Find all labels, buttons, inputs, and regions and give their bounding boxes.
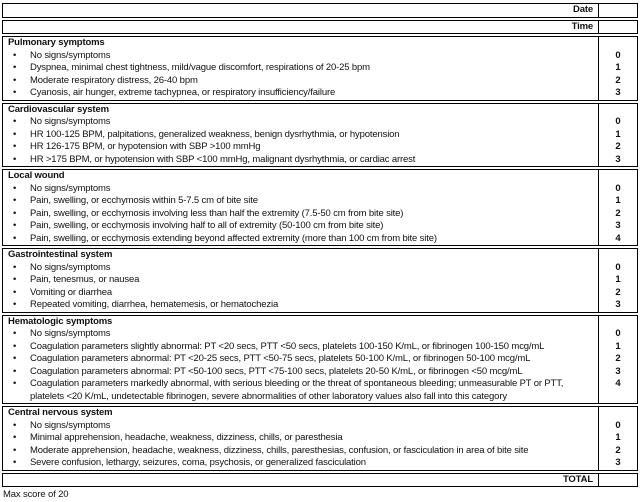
criterion-cell xyxy=(3,378,598,403)
bullet-icon xyxy=(3,208,30,221)
section-title-score-cell xyxy=(598,170,637,183)
section-title: Central nervous system xyxy=(8,407,113,418)
section-pulmonary xyxy=(2,36,638,101)
section-title-score-cell xyxy=(598,316,637,329)
score-table xyxy=(2,3,638,487)
criterion-score: 4 xyxy=(598,378,637,403)
criterion-text: Repeated vomiting, diarrhea, hematemesis, or hematochezia xyxy=(30,299,279,310)
criterion-text: Pain, swelling, or ecchymosis involving less than half the extremity (7.5-50 cm from bite site) xyxy=(30,207,404,219)
criterion-score: 1 xyxy=(598,62,637,75)
criterion-row xyxy=(3,87,637,100)
criterion-row xyxy=(3,262,637,275)
criterion-text: Coagulation parameters abnormal: PT <50-100 secs, PTT <75-100 secs, platelets 20-50 K/mL, or fibrinogen <50 mcg/mL xyxy=(30,365,523,377)
section-header-line xyxy=(3,249,637,262)
criterion-score: 0 xyxy=(598,183,637,196)
criterion-text: Pain, swelling, or ecchymosis involving half to all of extremity (50-100 cm from bite site) xyxy=(30,220,384,231)
criterion-cell xyxy=(3,353,598,366)
criterion-cell xyxy=(3,457,598,470)
criterion-text: Moderate respiratory distress, 26-40 bpm xyxy=(30,74,198,86)
criterion-text: HR 126-175 BPM, or hypotension with SBP >100 mmHg xyxy=(30,141,261,152)
criterion-cell xyxy=(3,366,598,379)
criterion-score: 2 xyxy=(598,141,637,154)
criterion-row xyxy=(3,445,637,458)
section-header-line xyxy=(3,37,637,50)
criterion-row xyxy=(3,50,637,63)
criterion-row xyxy=(3,141,637,154)
criterion-score: 2 xyxy=(598,445,637,458)
criterion-row xyxy=(3,116,637,129)
criterion-score: 3 xyxy=(598,154,637,167)
criterion-score: 3 xyxy=(598,457,637,470)
criterion-row xyxy=(3,287,637,300)
criterion-score: 0 xyxy=(598,116,637,129)
bullet-icon xyxy=(3,445,30,458)
section-title-score-cell xyxy=(598,249,637,262)
criterion-score: 2 xyxy=(598,75,637,88)
criterion-cell xyxy=(3,328,598,341)
criterion-score: 3 xyxy=(598,366,637,379)
section-hematologic xyxy=(2,315,638,405)
criterion-cell xyxy=(3,233,598,246)
section-cardiovascular xyxy=(2,103,638,168)
bullet-icon xyxy=(3,87,30,100)
bullet-icon xyxy=(3,116,30,129)
criterion-score: 0 xyxy=(598,50,637,63)
criterion-row xyxy=(3,220,637,233)
criterion-row xyxy=(3,62,637,75)
criterion-text: No signs/symptoms xyxy=(30,419,111,431)
bullet-icon xyxy=(3,154,30,167)
section-title: Pulmonary symptoms xyxy=(8,37,105,48)
criterion-text: No signs/symptoms xyxy=(30,261,111,273)
criterion-score: 1 xyxy=(598,129,637,142)
criterion-text: Coagulation parameters abnormal: PT <20-25 secs, PTT <50-75 secs, platelets 50-100 K/mL, or fibrinogen 50-100 mcg/mL xyxy=(30,353,531,364)
criterion-text: Dyspnea, minimal chest tightness, mild/vague discomfort, respirations of 20-25 bpm xyxy=(30,62,370,73)
bullet-icon xyxy=(3,129,30,142)
criterion-cell xyxy=(3,154,598,167)
criterion-cell xyxy=(3,62,598,75)
total-value-cell xyxy=(598,474,637,487)
date-value-cell xyxy=(598,4,637,17)
criterion-text: HR 100-125 BPM, palpitations, generalized weakness, benign dysrhythmia, or hypotension xyxy=(30,128,400,140)
bullet-icon xyxy=(3,262,30,275)
criterion-score: 0 xyxy=(598,262,637,275)
criterion-cell xyxy=(3,50,598,63)
criterion-cell xyxy=(3,262,598,275)
criterion-cell xyxy=(3,183,598,196)
criterion-cell xyxy=(3,208,598,221)
criterion-cell xyxy=(3,341,598,354)
criterion-cell xyxy=(3,129,598,142)
criterion-cell xyxy=(3,287,598,300)
criterion-score: 3 xyxy=(598,220,637,233)
section-header-line xyxy=(3,407,637,420)
bullet-icon xyxy=(3,62,30,75)
bullet-icon xyxy=(3,432,30,445)
bullet-icon xyxy=(3,287,30,300)
criterion-score: 0 xyxy=(598,420,637,433)
criterion-row xyxy=(3,457,637,470)
total-label: TOTAL xyxy=(562,473,593,485)
bullet-icon xyxy=(3,366,30,379)
criterion-score: 1 xyxy=(598,432,637,445)
section-title-score-cell xyxy=(598,407,637,420)
total-row xyxy=(2,473,638,488)
criterion-cell xyxy=(3,141,598,154)
criterion-cell xyxy=(3,116,598,129)
criterion-cell xyxy=(3,420,598,433)
criterion-score: 4 xyxy=(598,233,637,246)
criterion-row xyxy=(3,353,637,366)
time-value-cell xyxy=(598,21,637,34)
criterion-score: 3 xyxy=(598,87,637,100)
criterion-text: HR >175 BPM, or hypotension with SBP <100 mmHg, malignant dysrhythmia, or cardiac arrest xyxy=(30,153,416,165)
time-row xyxy=(2,20,638,35)
criterion-row xyxy=(3,154,637,167)
criterion-text: Pain, tenesmus, or nausea xyxy=(30,274,140,285)
criterion-cell xyxy=(3,299,598,312)
section-title: Local wound xyxy=(8,170,65,181)
criterion-text: No signs/symptoms xyxy=(30,116,111,127)
section-cns xyxy=(2,406,638,471)
bullet-icon xyxy=(3,233,30,246)
bullet-icon xyxy=(3,274,30,287)
bullet-icon xyxy=(3,457,30,470)
criterion-cell xyxy=(3,75,598,88)
criterion-row xyxy=(3,195,637,208)
criterion-score: 1 xyxy=(598,195,637,208)
section-title-score-cell xyxy=(598,37,637,50)
criterion-cell xyxy=(3,432,598,445)
criterion-score: 1 xyxy=(598,341,637,354)
bullet-icon xyxy=(3,378,30,391)
criterion-cell xyxy=(3,274,598,287)
bullet-icon xyxy=(3,328,30,341)
criterion-text: Pain, swelling, or ecchymosis extending beyond affected extremity (more than 100 cm from bite site) xyxy=(30,232,437,244)
criterion-cell xyxy=(3,87,598,100)
criterion-cell xyxy=(3,445,598,458)
bullet-icon xyxy=(3,299,30,312)
max-score-note: Max score of 20 xyxy=(3,489,69,500)
criterion-text: Pain, swelling, or ecchymosis within 5-7.5 cm of bite site xyxy=(30,195,258,206)
criterion-score: 0 xyxy=(598,328,637,341)
bullet-icon xyxy=(3,420,30,433)
criterion-row xyxy=(3,328,637,341)
criterion-cell xyxy=(3,195,598,208)
criterion-row xyxy=(3,75,637,88)
criterion-text: Severe confusion, lethargy, seizures, coma, psychosis, or generalized fasciculation xyxy=(30,457,366,468)
section-header-line xyxy=(3,316,637,329)
criterion-text: Minimal apprehension, headache, weakness, dizziness, chills, or paresthesia xyxy=(30,432,343,443)
time-label: Time xyxy=(571,20,593,32)
criterion-row xyxy=(3,341,637,354)
time-line xyxy=(3,21,637,34)
criterion-cell xyxy=(3,220,598,233)
criterion-text: Vomiting or diarrhea xyxy=(30,286,113,298)
section-header-line xyxy=(3,170,637,183)
bullet-icon xyxy=(3,183,30,196)
criterion-row xyxy=(3,366,637,379)
criterion-row xyxy=(3,183,637,196)
criterion-row xyxy=(3,378,637,403)
section-title: Gastrointestinal system xyxy=(8,249,113,260)
criterion-text: Cyanosis, air hunger, extreme tachypnea, or respiratory insufficiency/failure xyxy=(30,87,336,98)
criterion-row xyxy=(3,129,637,142)
criterion-row xyxy=(3,208,637,221)
criterion-text: Coagulation parameters markedly abnormal, with serious bleeding or the threat of spontaneous bleeding; unmeasurable PT or PTT, platelets <20 K/mL, undetectable fibrinogen, severe abnormalities of other laboratory values also fall into this category xyxy=(30,378,564,402)
section-local-wound xyxy=(2,169,638,246)
criterion-text: Moderate apprehension, headache, weakness, dizziness, chills, paresthesias, confusion, or fasciculation in area of bite site xyxy=(30,444,529,456)
date-label: Date xyxy=(573,4,593,15)
bullet-icon xyxy=(3,195,30,208)
bullet-icon xyxy=(3,50,30,63)
bullet-icon xyxy=(3,220,30,233)
criterion-score: 1 xyxy=(598,274,637,287)
section-title: Cardiovascular system xyxy=(8,103,109,115)
bullet-icon xyxy=(3,141,30,154)
criterion-score: 2 xyxy=(598,287,637,300)
date-line xyxy=(3,4,637,17)
criterion-score: 2 xyxy=(598,353,637,366)
criterion-score: 3 xyxy=(598,299,637,312)
section-gastrointestinal xyxy=(2,248,638,313)
criterion-row xyxy=(3,432,637,445)
date-row xyxy=(2,3,638,18)
bullet-icon xyxy=(3,75,30,88)
criterion-row xyxy=(3,274,637,287)
criterion-text: No signs/symptoms xyxy=(30,328,111,339)
total-line xyxy=(3,474,637,487)
section-title-score-cell xyxy=(598,104,637,117)
criterion-row xyxy=(3,299,637,312)
bullet-icon xyxy=(3,353,30,366)
criterion-score: 2 xyxy=(598,208,637,221)
criterion-row xyxy=(3,420,637,433)
criterion-row xyxy=(3,233,637,246)
bullet-icon xyxy=(3,341,30,354)
criterion-text: No signs/symptoms xyxy=(30,49,111,61)
section-title: Hematologic symptoms xyxy=(8,315,113,327)
section-header-line xyxy=(3,104,637,117)
criterion-text: Coagulation parameters slightly abnormal: PT <20 secs, PTT <50 secs, platelets 100-150 K/mL, or fibrinogen 100-150 mcg/mL xyxy=(30,340,545,352)
criterion-text: No signs/symptoms xyxy=(30,182,111,194)
